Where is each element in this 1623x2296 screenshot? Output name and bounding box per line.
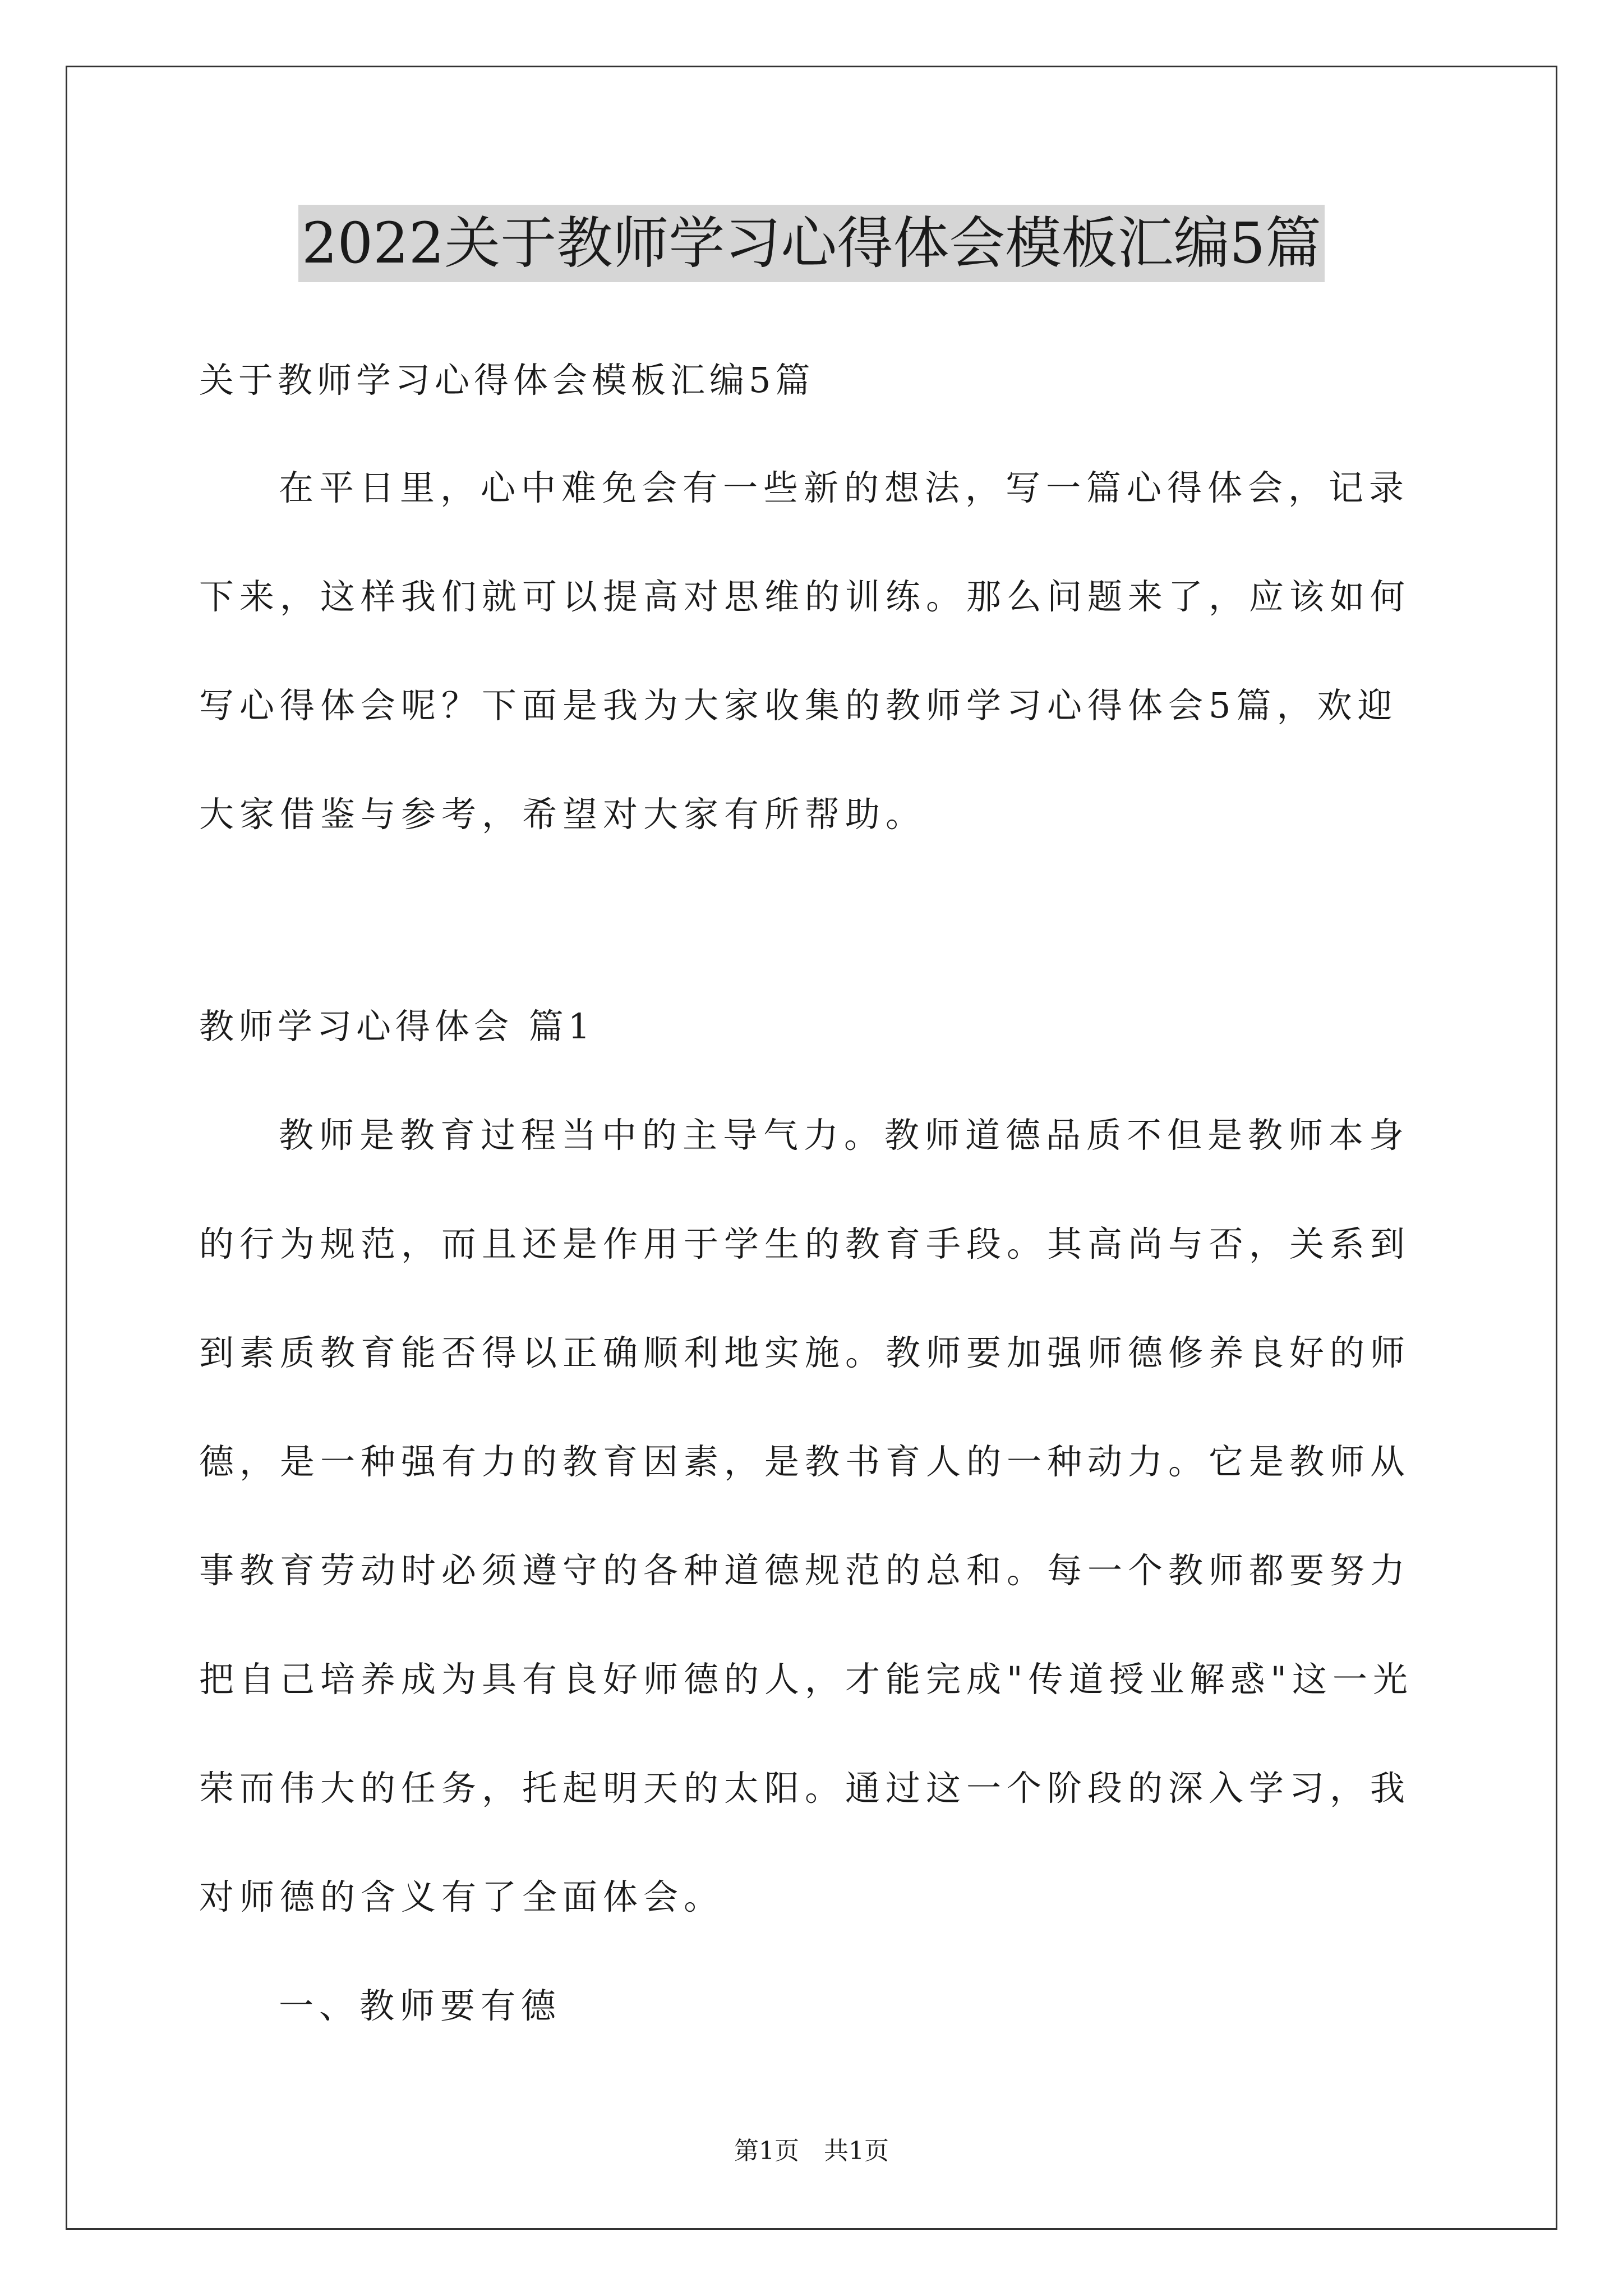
section-line-8: 对师德的含义有了全面体会。	[199, 1876, 725, 1917]
section-line-2: 的行为规范，而且还是作用于学生的教育手段。其高尚与否，关系到	[199, 1223, 1411, 1264]
section-heading: 教师学习心得体会 篇1	[199, 1006, 595, 1047]
document-subtitle: 关于教师学习心得体会模板汇编5篇	[199, 360, 815, 401]
section-line-6: 把自己培养成为具有良好师德的人，才能完成"传道授业解惑"这一光	[199, 1659, 1414, 1700]
section-line-4: 德，是一种强有力的教育因素，是教书育人的一种动力。它是教师从	[199, 1441, 1411, 1482]
section-line-5: 事教育劳动时必须遵守的各种道德规范的总和。每一个教师都要努力	[199, 1550, 1411, 1591]
intro-line-3: 写心得体会呢？下面是我为大家收集的教师学习心得体会5篇，欢迎	[199, 685, 1398, 726]
page-footer: 第1页 共1页	[734, 2137, 889, 2165]
section-line-3: 到素质教育能否得以正确顺利地实施。教师要加强师德修养良好的师	[199, 1332, 1411, 1373]
document-title: 2022关于教师学习心得体会模板汇编5篇	[298, 205, 1325, 282]
section-line-7: 荣而伟大的任务，托起明天的太阳。通过这一个阶段的深入学习，我	[199, 1768, 1411, 1809]
intro-line-4: 大家借鉴与参考，希望对大家有所帮助。	[199, 794, 926, 835]
intro-line-1: 在平日里，心中难免会有一些新的想法，写一篇心得体会，记录	[279, 467, 1410, 508]
subheading: 一、教师要有德	[279, 1985, 562, 2026]
intro-line-2: 下来，这样我们就可以提高对思维的训练。那么问题来了，应该如何	[199, 576, 1411, 617]
title-container	[0, 205, 1623, 282]
section-line-1: 教师是教育过程当中的主导气力。教师道德品质不但是教师本身	[279, 1115, 1410, 1156]
